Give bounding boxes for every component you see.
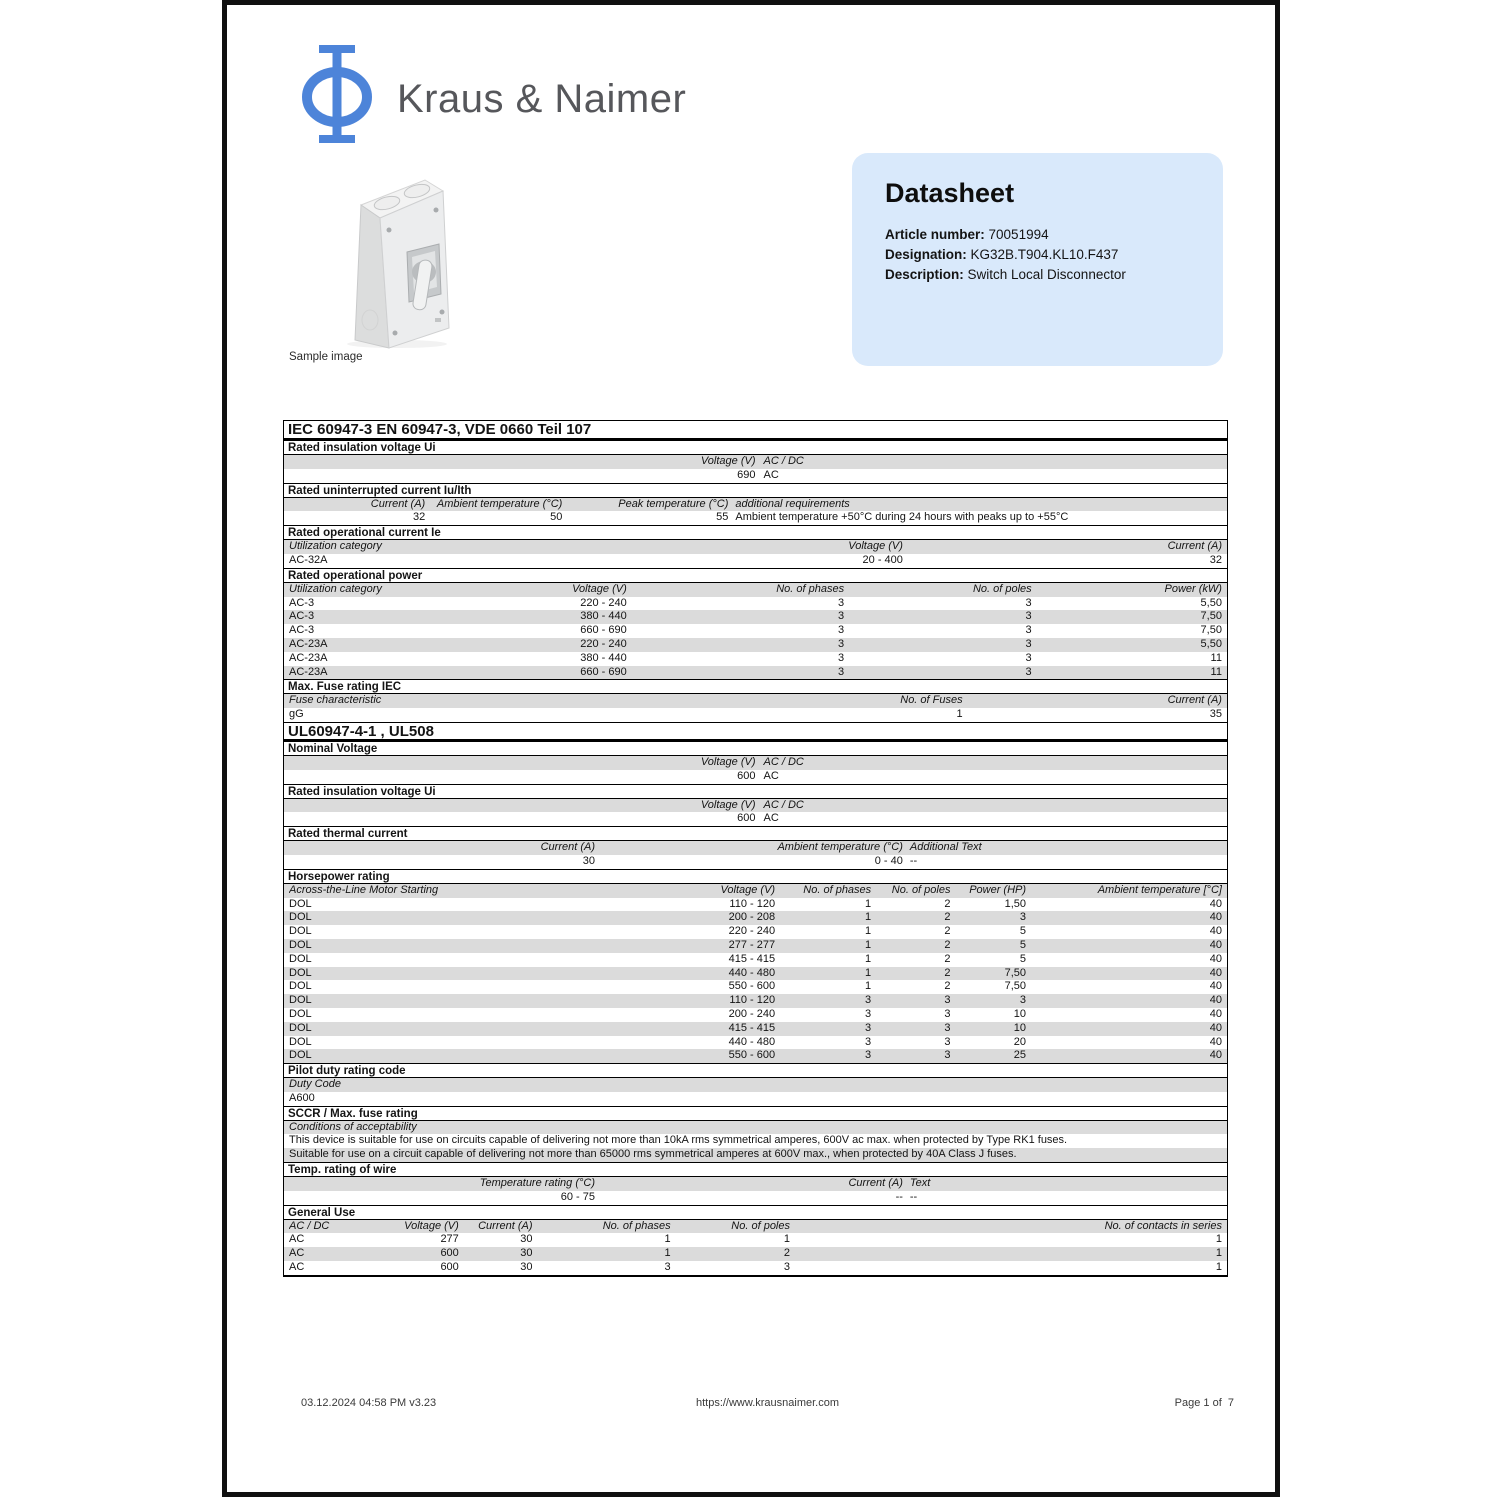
cell: No. of phases: [602, 1219, 671, 1232]
cell: 32: [412, 511, 426, 524]
footer-url: https://www.krausnaimer.com: [695, 1397, 840, 1409]
cell: Duty Code: [289, 1078, 341, 1091]
cell: 200 - 208: [728, 911, 776, 924]
table-section-title: Nominal Voltage: [284, 741, 1227, 756]
table-row: [284, 770, 1227, 784]
cell: 3: [664, 1261, 671, 1274]
cell: 1: [865, 911, 872, 924]
table-header-row: [284, 583, 1227, 597]
cell: Current (A): [478, 1219, 533, 1232]
cell: 10: [1013, 1021, 1027, 1034]
cell: AC-23A: [289, 665, 328, 678]
table-section-title: Rated insulation voltage Ui: [284, 784, 1227, 799]
cell: 110 - 120: [729, 994, 776, 1007]
cell: 40: [1209, 897, 1222, 910]
cell: 2: [944, 938, 951, 951]
cell: Current (A): [540, 841, 596, 854]
cell: 3: [837, 610, 845, 623]
cell: No. of phases: [776, 582, 845, 595]
cell: AC-23A: [289, 637, 328, 650]
designation-label: Designation:: [885, 247, 967, 262]
cell: AC: [763, 468, 779, 481]
cell: --: [909, 1190, 918, 1203]
cell: 3: [837, 665, 845, 678]
table-section-title: Pilot duty rating code: [284, 1063, 1227, 1078]
table-row: [284, 1092, 1227, 1106]
footer-page-number: Page 1 of 7: [1174, 1397, 1234, 1409]
cell: DOL: [289, 994, 312, 1007]
designation-field: [885, 245, 1203, 265]
cell: 2: [944, 925, 951, 938]
article-number-value: 70051994: [984, 227, 1049, 242]
table-row: [284, 1049, 1227, 1063]
cell: AC-23A: [289, 651, 328, 664]
cell: Utilization category: [289, 540, 382, 553]
cell: Voltage (V): [700, 755, 756, 768]
cell: 660 - 690: [580, 665, 627, 678]
table-section-title: SCCR / Max. fuse rating: [284, 1106, 1227, 1121]
cell: 1: [1215, 1261, 1222, 1274]
cell: Conditions of acceptability: [289, 1120, 417, 1133]
table-row: [284, 666, 1227, 680]
cell: Voltage (V): [720, 883, 776, 896]
cell: Current (A): [370, 497, 426, 510]
table-header-row: [284, 498, 1227, 512]
cell: 3: [1025, 665, 1032, 678]
table-row: [284, 610, 1227, 624]
table-row: [284, 469, 1227, 483]
cell: Ambient temperature (°C): [777, 841, 903, 854]
cell: 600: [737, 769, 756, 782]
cell: No. of phases: [803, 883, 872, 896]
cell: AC: [763, 769, 779, 782]
cell: 5: [1019, 952, 1027, 965]
cell: 600: [440, 1247, 459, 1260]
cell: 3: [865, 1021, 872, 1034]
cell: No. of poles: [891, 883, 951, 896]
cell: AC: [289, 1261, 305, 1274]
table-row: [284, 1148, 1227, 1162]
cell: 5: [1019, 938, 1027, 951]
table-section-title: Rated insulation voltage Ui: [284, 440, 1227, 455]
cell: 550 - 600: [728, 1049, 776, 1062]
cell: 40: [1209, 925, 1222, 938]
table-section-title: Rated operational power: [284, 568, 1227, 583]
cell: 40: [1209, 980, 1222, 993]
cell: AC / DC: [763, 455, 804, 467]
cell: 3: [1025, 637, 1032, 650]
brand-logo: [297, 45, 686, 148]
cell: AC / DC: [763, 798, 804, 811]
description-value: Switch Local Disconnector: [963, 267, 1126, 282]
cell: --: [909, 854, 918, 867]
cell: additional requirements: [735, 497, 850, 510]
table-row: [284, 1261, 1227, 1275]
cell: 7,50: [1200, 624, 1222, 637]
cell: 3: [865, 1035, 872, 1048]
cell: 3: [1019, 911, 1027, 924]
cell: 3: [1025, 651, 1032, 664]
cell: AC / DC: [763, 755, 804, 768]
cell: 220 - 240: [580, 596, 627, 609]
cell: 550 - 600: [728, 980, 776, 993]
cell: 40: [1209, 1035, 1222, 1048]
table-row: [284, 953, 1227, 967]
cell: 1: [865, 952, 872, 965]
cell: DOL: [289, 897, 312, 910]
cell: 277 - 277: [728, 938, 776, 951]
cell: 3: [944, 994, 951, 1007]
cell: 5: [1019, 925, 1027, 938]
cell: 40: [1209, 1049, 1222, 1062]
table-standard-heading: UL60947-4-1 , UL508: [284, 722, 1227, 741]
table-header-row: [284, 540, 1227, 554]
table-section-title: Horsepower rating: [284, 869, 1227, 884]
cell: 3: [865, 994, 872, 1007]
cell: 7,50: [1200, 610, 1222, 623]
cell: DOL: [289, 1021, 312, 1034]
table-row: [284, 1247, 1227, 1261]
cell: 20 - 400: [862, 553, 903, 566]
cell: A600: [289, 1091, 315, 1104]
cell: 3: [944, 1021, 951, 1034]
cell: 1,50: [1004, 897, 1027, 910]
table-header-row: [284, 799, 1227, 813]
table-row: [284, 980, 1227, 994]
cell: 415 - 415: [728, 1021, 776, 1034]
cell: AC-3: [289, 624, 315, 637]
cell: 50: [550, 511, 563, 524]
table-row: [284, 1233, 1227, 1247]
cell: Current (A): [1167, 540, 1222, 553]
cell: 11: [1210, 651, 1222, 664]
table-row: [284, 708, 1227, 722]
cell: Power (kW): [1164, 582, 1222, 595]
table-row: [284, 652, 1227, 666]
cell: Ambient temperature [°C]: [1097, 883, 1222, 896]
table-section-title: Rated operational current Ie: [284, 525, 1227, 540]
cell: 3: [1025, 624, 1032, 637]
brand-name: Kraus & Naimer: [397, 77, 687, 121]
table-header-row: [284, 1177, 1227, 1191]
cell: 690: [737, 468, 756, 481]
cell: 660 - 690: [580, 624, 627, 637]
table-header-row: [284, 455, 1227, 469]
cell: DOL: [289, 1007, 312, 1020]
cell: 20: [1013, 1035, 1027, 1048]
cell: 1: [1215, 1247, 1222, 1260]
cell: 5,50: [1200, 637, 1222, 650]
table-section-title: Rated uninterrupted current Iu/Ith: [284, 483, 1227, 498]
cell: DOL: [289, 952, 312, 965]
product-photo: [325, 160, 455, 355]
table-row: [284, 925, 1227, 939]
cell: 7,50: [1004, 966, 1027, 979]
cell: 40: [1209, 952, 1222, 965]
cell: 55: [716, 511, 729, 524]
cell: DOL: [289, 925, 312, 938]
cell: 3: [837, 637, 845, 650]
cell: DOL: [289, 966, 312, 979]
cell: Fuse characteristic: [289, 694, 382, 707]
cell: 3: [837, 651, 845, 664]
cell: 0 - 40: [874, 854, 903, 867]
cell: 3: [944, 1007, 951, 1020]
cell: Utilization category: [289, 582, 382, 595]
cell: 40: [1209, 1007, 1222, 1020]
datasheet-page: [222, 0, 1280, 1497]
cell: 600: [737, 812, 756, 825]
cell: Power (HP): [969, 883, 1027, 896]
cell: 380 - 440: [580, 610, 627, 623]
table-row: [284, 812, 1227, 826]
cell: This device is suitable for use on circuits capable of delivering not more than 10kA rms symmetrical amperes, 600V ac max. when protected by Type RK1 fuses.: [289, 1134, 1068, 1147]
table-row: [284, 638, 1227, 652]
cell: 40: [1209, 911, 1222, 924]
table-row: [284, 1191, 1227, 1205]
cell: 200 - 240: [728, 1007, 776, 1020]
cell: 3: [1025, 610, 1032, 623]
cell: 40: [1209, 1021, 1222, 1034]
cell: 40: [1209, 994, 1222, 1007]
cell: --: [895, 1190, 903, 1203]
cell: 3: [944, 1049, 951, 1062]
cell: 40: [1209, 938, 1222, 951]
table-header-row: [284, 884, 1227, 898]
footer-date-version: 03.12.2024 04:58 PM v3.23: [301, 1397, 437, 1409]
cell: 2: [944, 952, 951, 965]
cell: No. of poles: [731, 1219, 790, 1232]
cell: 3: [837, 596, 845, 609]
table-row: [284, 994, 1227, 1008]
cell: Across-the-Line Motor Starting: [289, 883, 439, 896]
cell: 5,50: [1200, 596, 1222, 609]
table-row: [284, 967, 1227, 981]
table-section-title: General Use: [284, 1205, 1227, 1220]
cell: 35: [1209, 708, 1222, 721]
cell: Temperature rating (°C): [479, 1177, 596, 1190]
cell: AC / DC: [289, 1219, 330, 1232]
cell: 3: [1025, 596, 1032, 609]
cell: 2: [944, 897, 951, 910]
cell: 3: [837, 624, 845, 637]
table-row: [284, 624, 1227, 638]
cell: 30: [520, 1261, 533, 1274]
cell: AC: [763, 812, 779, 825]
table-row: [284, 1134, 1227, 1148]
cell: 7,50: [1004, 980, 1027, 993]
cell: 440 - 480: [728, 966, 776, 979]
table-header-row: [284, 694, 1227, 708]
cell: 2: [944, 911, 951, 924]
table-standard-heading: IEC 60947-3 EN 60947-3, VDE 0660 Teil 107: [284, 421, 1227, 440]
phi-logo-icon: [297, 45, 377, 148]
cell: DOL: [289, 980, 312, 993]
table-row: [284, 1008, 1227, 1022]
table-header-row: [284, 841, 1227, 855]
table-row: [284, 511, 1227, 525]
cell: Voltage (V): [848, 540, 903, 553]
spec-table: [283, 420, 1228, 1277]
cell: AC-32A: [289, 553, 328, 566]
cell: 220 - 240: [580, 637, 627, 650]
datasheet-title: Datasheet: [885, 178, 1015, 208]
cell: 1: [1215, 1233, 1222, 1246]
cell: 110 - 120: [729, 897, 776, 910]
cell: No. of contacts in series: [1104, 1219, 1222, 1232]
table-section-title: Rated thermal current: [284, 826, 1227, 841]
cell: Voltage (V): [700, 455, 756, 467]
cell: 32: [1209, 553, 1222, 566]
cell: 1: [664, 1233, 671, 1246]
table-row: [284, 1036, 1227, 1050]
cell: gG: [289, 708, 304, 721]
cell: 3: [865, 1007, 872, 1020]
cell: 40: [1209, 966, 1222, 979]
cell: No. of poles: [972, 582, 1032, 595]
cell: 415 - 415: [728, 952, 776, 965]
cell: 2: [944, 966, 951, 979]
cell: 1: [664, 1247, 671, 1260]
cell: AC: [289, 1247, 305, 1260]
cell: 2: [783, 1247, 790, 1260]
cell: AC-3: [289, 610, 315, 623]
table-section-title: Max. Fuse rating IEC: [284, 679, 1227, 694]
cell: 1: [865, 980, 872, 993]
article-number-field: [885, 225, 1203, 245]
table-row: [284, 911, 1227, 925]
cell: 277: [440, 1233, 459, 1246]
cell: 10: [1013, 1007, 1027, 1020]
datasheet-info-box: [852, 153, 1223, 366]
cell: 220 - 240: [728, 925, 776, 938]
cell: 3: [944, 1035, 951, 1048]
cell: Peak temperature (°C): [618, 497, 729, 510]
article-number-label: Article number:: [885, 227, 985, 242]
cell: 3: [865, 1049, 872, 1062]
cell: DOL: [289, 1035, 312, 1048]
cell: 380 - 440: [580, 651, 627, 664]
cell: 600: [440, 1261, 459, 1274]
cell: 1: [865, 897, 872, 910]
cell: AC-3: [289, 596, 315, 609]
cell: Ambient temperature +50°C during 24 hours with peaks up to +55°C: [735, 511, 1069, 524]
cell: Additional Text: [909, 841, 982, 854]
cell: AC: [289, 1233, 305, 1246]
description-label: Description:: [885, 267, 964, 282]
table-header-row: [284, 1078, 1227, 1092]
cell: No. of Fuses: [900, 694, 963, 707]
cell: DOL: [289, 911, 312, 924]
cell: Voltage (V): [700, 798, 756, 811]
cell: Text: [909, 1177, 931, 1190]
cell: 30: [520, 1233, 533, 1246]
table-section-title: Temp. rating of wire: [284, 1162, 1227, 1177]
cell: Voltage (V): [572, 582, 627, 595]
table-row: [284, 554, 1227, 568]
table-row: [284, 1022, 1227, 1036]
cell: 30: [582, 854, 596, 867]
cell: DOL: [289, 938, 312, 951]
table-row: [284, 855, 1227, 869]
cell: 3: [1019, 994, 1027, 1007]
cell: 440 - 480: [728, 1035, 776, 1048]
cell: 30: [520, 1247, 533, 1260]
cell: 1: [956, 708, 963, 721]
table-header-row: [284, 756, 1227, 770]
cell: DOL: [289, 1049, 312, 1062]
cell: 1: [865, 966, 872, 979]
cell: 1: [865, 925, 872, 938]
page-footer: [301, 1397, 1234, 1409]
cell: 11: [1210, 665, 1222, 678]
cell: Current (A): [1167, 694, 1222, 707]
table-row: [284, 939, 1227, 953]
designation-value: KG32B.T904.KL10.F437: [966, 247, 1119, 262]
cell: Suitable for use on a circuit capable of delivering not more than 65000 rms symmetrical amperes at 600V max., when protected by 40A Class J fuses.: [289, 1148, 1017, 1161]
cell: 1: [865, 938, 872, 951]
cell: 3: [783, 1261, 790, 1274]
table-row: [284, 597, 1227, 611]
cell: Voltage (V): [404, 1219, 459, 1232]
cell: Ambient temperature (°C): [436, 497, 563, 510]
cell: 1: [783, 1233, 790, 1246]
table-header-row: [284, 1121, 1227, 1135]
cell: Current (A): [848, 1177, 903, 1190]
cell: 2: [944, 980, 951, 993]
sample-image-caption: Sample image: [289, 351, 363, 363]
table-header-row: [284, 1220, 1227, 1234]
cell: 60 - 75: [560, 1190, 596, 1203]
cell: 25: [1013, 1049, 1027, 1062]
description-field: [885, 265, 1203, 285]
table-row: [284, 898, 1227, 912]
